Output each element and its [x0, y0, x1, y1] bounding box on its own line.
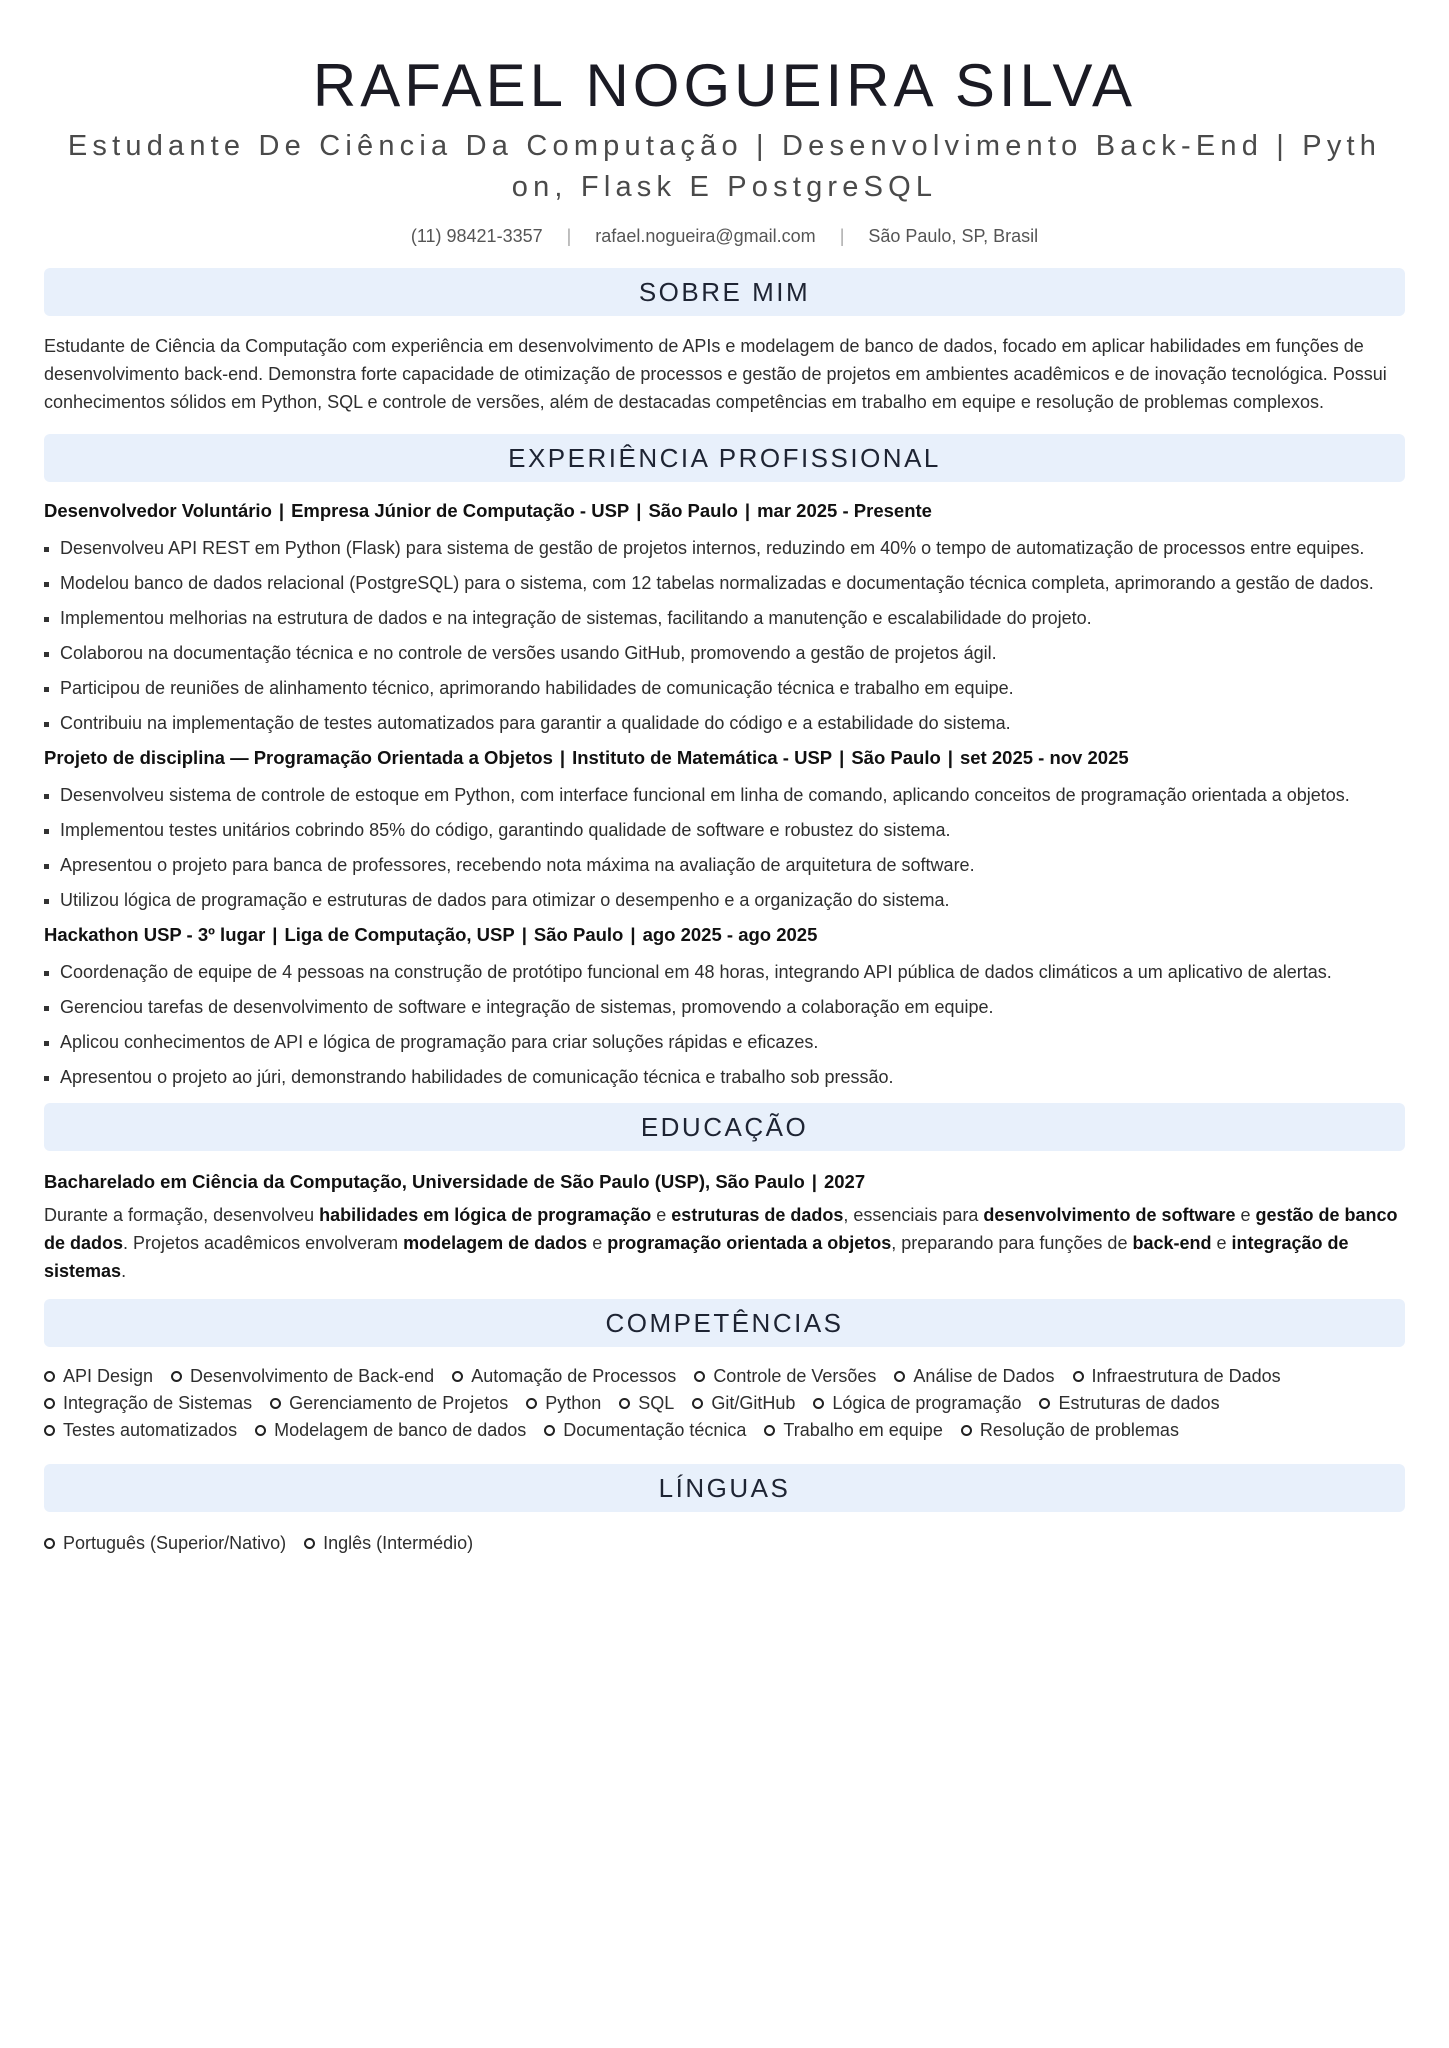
job-organization: Empresa Júnior de Computação - USP [291, 500, 630, 521]
skill-item [1073, 1363, 1281, 1390]
experience-list [44, 498, 1405, 1091]
heading-separator: | [272, 924, 278, 945]
job-bullet: Participou de reuniões de alinhamento técnico, aprimorando habilidades de comunicação técnica e trabalho em equipe. [44, 675, 1405, 702]
education-highlight: modelagem de dados [403, 1233, 588, 1253]
degree: Bacharelado em Ciência da Computação, Universidade de São Paulo (USP), São Paulo [44, 1171, 805, 1192]
language-item-label: Inglês (Intermédio) [323, 1533, 474, 1553]
heading-separator: | [811, 1171, 817, 1192]
heading-separator: | [278, 500, 285, 521]
circle-bullet-icon [544, 1425, 555, 1436]
contact-separator: | [839, 225, 845, 246]
contact-info [44, 224, 1405, 248]
education-text-segment: . Projetos acadêmicos envolveram [123, 1233, 404, 1253]
job-location: São Paulo [533, 924, 624, 945]
section-title-languages: LÍNGUAS [44, 1464, 1405, 1512]
skill-item-label: Git/GitHub [711, 1393, 796, 1413]
skill-item [619, 1390, 674, 1417]
skills-list [44, 1363, 1405, 1444]
circle-bullet-icon [1039, 1398, 1050, 1409]
skill-item-label: Resolução de problemas [979, 1420, 1179, 1440]
section-title-experience: EXPERIÊNCIA PROFISSIONAL [44, 434, 1405, 482]
job-organization: Instituto de Matemática - USP [572, 747, 833, 768]
language-item-label: Português (Superior/Nativo) [63, 1533, 287, 1553]
heading-separator: | [559, 747, 566, 768]
skill-item-label: Lógica de programação [832, 1393, 1022, 1413]
circle-bullet-icon [304, 1538, 315, 1549]
education-highlight: desenvolvimento de software [983, 1205, 1236, 1225]
skill-item [452, 1363, 676, 1390]
heading-separator: | [521, 924, 527, 945]
education-heading [44, 1169, 1405, 1195]
skill-item [526, 1390, 601, 1417]
skill-item [44, 1390, 252, 1417]
skill-item [764, 1417, 942, 1444]
education-text-segment: e [587, 1233, 608, 1253]
circle-bullet-icon [961, 1425, 972, 1436]
job-entry [44, 922, 1405, 1091]
education-text-segment: , preparando para funções de [891, 1233, 1133, 1253]
job-bullet: Colaborou na documentação técnica e no controle de versões usando GitHub, promovendo a gestão de projetos ágil. [44, 640, 1405, 667]
job-entry [44, 498, 1405, 737]
education-text-segment: , essenciais para [843, 1205, 984, 1225]
circle-bullet-icon [764, 1425, 775, 1436]
circle-bullet-icon [44, 1371, 55, 1382]
skill-item [270, 1390, 508, 1417]
skill-item-label: Infraestrutura de Dados [1091, 1366, 1281, 1386]
section-title-skills: COMPETÊNCIAS [44, 1299, 1405, 1347]
circle-bullet-icon [255, 1425, 266, 1436]
skill-item [544, 1417, 746, 1444]
job-bullets [44, 535, 1405, 737]
job-bullet: Implementou melhorias na estrutura de dados e na integração de sistemas, facilitando a manutenção e escalabilidade do projeto. [44, 605, 1405, 632]
headline-line-2: on, Flask E PostgreSQL [511, 171, 938, 203]
skill-item-label: Gerenciamento de Projetos [289, 1393, 509, 1413]
about-text: Estudante de Ciência da Computação com experiência em desenvolvimento de APIs e modelagem de banco de dados, focado em aplicar habilidades em funções de desenvolvimento back-end. Demonstra forte capacidade de otimização de processos e gestão de projetos em ambientes acadêmicos e de inovação tecnológica. Possui conhecimentos sólidos em Python, SQL e controle de versões, além de destacadas competências em trabalho em equipe e resolução de problemas complexos. [44, 336, 1387, 412]
skill-item [692, 1390, 795, 1417]
job-bullets [44, 959, 1405, 1091]
heading-separator: | [839, 747, 845, 768]
job-bullet: Gerenciou tarefas de desenvolvimento de software e integração de sistemas, promovendo a colaboração em equipe. [44, 994, 1405, 1021]
education-highlight: gestão de banco de dados [44, 1205, 1398, 1253]
heading-separator: | [947, 747, 953, 768]
circle-bullet-icon [452, 1371, 463, 1382]
job-bullet: Modelou banco de dados relacional (PostgreSQL) para o sistema, com 12 tabelas normalizadas e documentação técnica completa, aprimorando a gestão de dados. [44, 570, 1405, 597]
skill-item-label: SQL [638, 1393, 675, 1413]
education-highlight: habilidades em lógica de programação [319, 1205, 652, 1225]
location: São Paulo, SP, Brasil [868, 225, 1039, 246]
heading-separator: | [744, 500, 751, 521]
job-period: set 2025 - nov 2025 [959, 747, 1129, 768]
graduation-year: 2027 [823, 1171, 866, 1192]
job-organization: Liga de Computação, USP [284, 924, 515, 945]
skill-item [813, 1390, 1021, 1417]
job-bullet: Desenvolveu sistema de controle de estoque em Python, com interface funcional em linha de comando, aplicando conceitos de programação orientada a objetos. [44, 782, 1405, 809]
skill-item-label: Documentação técnica [563, 1420, 747, 1440]
skill-item-label: Modelagem de banco de dados [274, 1420, 527, 1440]
skill-item-label: Testes automatizados [63, 1420, 238, 1440]
job-location: São Paulo [648, 500, 738, 521]
education-highlight: programação orientada a objetos [607, 1233, 892, 1253]
education-text-segment: . [121, 1261, 127, 1281]
skill-item-label: Controle de Versões [713, 1366, 877, 1386]
job-bullet: Contribuiu na implementação de testes automatizados para garantir a qualidade do código e a estabilidade do sistema. [44, 710, 1405, 737]
skill-item [894, 1363, 1054, 1390]
circle-bullet-icon [694, 1371, 705, 1382]
job-bullet: Apresentou o projeto ao júri, demonstrando habilidades de comunicação técnica e trabalho sob pressão. [44, 1064, 1405, 1091]
education-highlight: estruturas de dados [671, 1205, 844, 1225]
education-text-segment: e [1235, 1205, 1256, 1225]
education-highlight: back-end [1132, 1233, 1212, 1253]
job-entry [44, 745, 1405, 914]
job-heading [44, 922, 1405, 948]
circle-bullet-icon [44, 1425, 55, 1436]
skill-item-label: Análise de Dados [913, 1366, 1055, 1386]
job-location: São Paulo [851, 747, 941, 768]
skill-item-label: Estruturas de dados [1058, 1393, 1220, 1413]
circle-bullet-icon [270, 1398, 281, 1409]
skill-item-label: Automação de Processos [471, 1366, 677, 1386]
education-highlight: integração de sistemas [44, 1233, 1349, 1281]
contact-separator: | [566, 225, 572, 246]
skill-item [171, 1363, 434, 1390]
language-item [44, 1530, 286, 1557]
skill-item [44, 1417, 237, 1444]
job-period: mar 2025 - Presente [757, 500, 932, 521]
job-heading [44, 498, 1405, 524]
skill-item [694, 1363, 876, 1390]
skill-item [255, 1417, 526, 1444]
job-role: Hackathon USP - 3º lugar [44, 924, 266, 945]
circle-bullet-icon [894, 1371, 905, 1382]
education-text-segment: e [651, 1205, 672, 1225]
education-text [44, 1201, 1405, 1285]
job-period: ago 2025 - ago 2025 [642, 924, 818, 945]
job-role: Desenvolvedor Voluntário [44, 500, 272, 521]
languages-list [44, 1530, 1405, 1557]
skill-item-label: Python [545, 1393, 602, 1413]
circle-bullet-icon [619, 1398, 630, 1409]
job-bullet: Aplicou conhecimentos de API e lógica de programação para criar soluções rápidas e eficazes. [44, 1029, 1405, 1056]
circle-bullet-icon [692, 1398, 703, 1409]
headline [44, 126, 1405, 208]
job-bullet: Coordenação de equipe de 4 pessoas na construção de protótipo funcional em 48 horas, integrando API pública de dados climáticos a um aplicativo de alertas. [44, 959, 1405, 986]
candidate-name: RAFAEL NOGUEIRA SILVA [312, 52, 1137, 119]
skill-item-label: Trabalho em equipe [783, 1420, 943, 1440]
job-bullet: Utilizou lógica de programação e estruturas de dados para otimizar o desempenho e a organização do sistema. [44, 887, 1405, 914]
job-bullets [44, 782, 1405, 914]
circle-bullet-icon [813, 1398, 824, 1409]
circle-bullet-icon [171, 1371, 182, 1382]
job-bullet: Desenvolveu API REST em Python (Flask) para sistema de gestão de projetos internos, reduzindo em 40% o tempo de automatização de processos entre equipes. [44, 535, 1405, 562]
skill-item [1039, 1390, 1219, 1417]
heading-separator: | [630, 924, 636, 945]
job-bullet: Apresentou o projeto para banca de professores, recebendo nota máxima na avaliação de arquitetura de software. [44, 852, 1405, 879]
section-title-education: EDUCAÇÃO [44, 1103, 1405, 1151]
circle-bullet-icon [526, 1398, 537, 1409]
skill-item-label: API Design [63, 1366, 154, 1386]
circle-bullet-icon [1073, 1371, 1084, 1382]
job-role: Projeto de disciplina — Programação Orientada a Objetos [44, 747, 553, 768]
skill-item-label: Desenvolvimento de Back-end [190, 1366, 435, 1386]
email: rafael.nogueira@gmail.com [595, 225, 816, 246]
phone: (11) 98421-3357 [410, 225, 543, 246]
headline-line-1: Estudante De Ciência Da Computação | Desenvolvimento Back-End | Pyth [67, 130, 1382, 162]
job-bullet: Implementou testes unitários cobrindo 85% do código, garantindo qualidade de software e robustez do sistema. [44, 817, 1405, 844]
section-title-about: SOBRE MIM [44, 268, 1405, 316]
skill-item [44, 1363, 153, 1390]
heading-separator: | [636, 500, 642, 521]
circle-bullet-icon [44, 1538, 55, 1549]
skill-item [961, 1417, 1179, 1444]
language-item [304, 1530, 473, 1557]
skill-item-label: Integração de Sistemas [63, 1393, 253, 1413]
job-heading [44, 745, 1405, 771]
education-text-segment: e [1211, 1233, 1232, 1253]
education-text-segment: Durante a formação, desenvolveu [44, 1205, 320, 1225]
circle-bullet-icon [44, 1398, 55, 1409]
